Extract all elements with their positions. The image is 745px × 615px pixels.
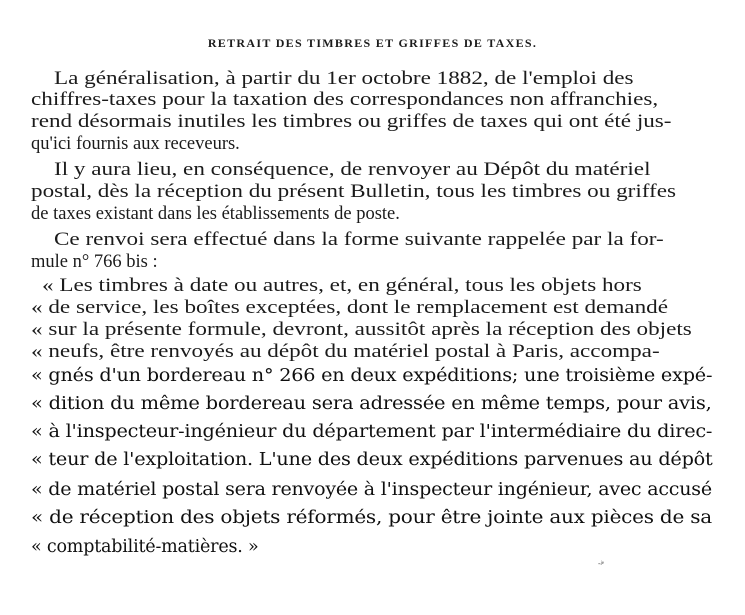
- text-line-8: Ce renvoi sera effectué dans la forme suivante rappelée par la for-: [54, 230, 664, 250]
- text-line-17: « teur de l'exploitation. L'une des deux expéditions parvenues au dépôt: [31, 450, 713, 470]
- text-line-14: « gnés d'un bordereau n° 266 en deux expéditions; une troisième expé-: [31, 366, 713, 386]
- text-line-20: « comptabilité-matières. »: [31, 537, 259, 557]
- text-line-16: « à l'inspecteur-ingénieur du département par l'intermédiaire du direc-: [31, 422, 713, 442]
- text-line-9: mule n° 766 bis :: [31, 252, 158, 272]
- text-line-6: postal, dès la réception du présent Bulletin, tous les timbres ou griffes: [31, 182, 677, 202]
- margin-mark: -ʲᵉ: [598, 559, 604, 568]
- text-line-1: La généralisation, à partir du 1er octobre 1882, de l'emploi des: [54, 69, 634, 89]
- text-line-7: de taxes existant dans les établissements de poste.: [31, 204, 400, 224]
- text-line-18: « de matériel postal sera renvoyée à l'inspecteur ingénieur, avec accusé: [31, 480, 712, 500]
- text-line-15: « dition du même bordereau sera adressée en même temps, pour avis,: [31, 394, 712, 414]
- text-line-3: rend désormais inutiles les timbres ou griffes de taxes qui ont été jus-: [31, 112, 672, 132]
- text-line-4: qu'ici fournis aux receveurs.: [31, 134, 240, 154]
- text-line-2: chiffres-taxes pour la taxation des correspondances non affranchies,: [31, 90, 659, 110]
- page-heading: RETRAIT DES TIMBRES ET GRIFFES DE TAXES.: [207, 36, 538, 50]
- text-line-13: « neufs, être renvoyés au dépôt du matériel postal à Paris, accompa-: [31, 342, 660, 362]
- text-line-19: « de réception des objets réformés, pour être jointe aux pièces de sa: [31, 508, 712, 528]
- text-line-5: Il y aura lieu, en conséquence, de renvoyer au Dépôt du matériel: [54, 160, 651, 180]
- text-line-12: « sur la présente formule, devront, aussitôt après la réception des objets: [31, 320, 692, 340]
- text-line-11: « de service, les boîtes exceptées, dont le remplacement est demandé: [31, 298, 668, 318]
- text-line-10: « Les timbres à date ou autres, et, en général, tous les objets hors: [42, 276, 642, 296]
